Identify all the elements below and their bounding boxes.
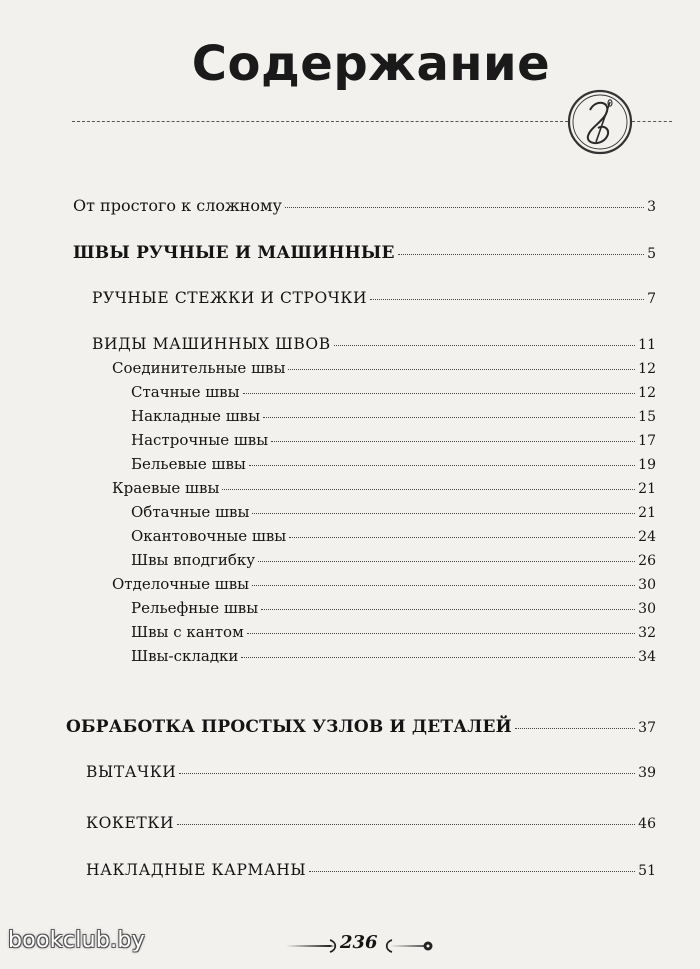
dot-leader	[243, 393, 636, 394]
needle-right-icon	[384, 936, 440, 956]
toc-entry[interactable]	[86, 814, 656, 832]
dot-leader	[309, 871, 635, 872]
dot-leader	[177, 824, 635, 825]
toc-entry-page: 46	[638, 816, 656, 832]
toc-entry[interactable]	[131, 431, 656, 449]
toc-entry-label: Окантовочные швы	[131, 527, 287, 545]
toc-entry-label: Стачные швы	[131, 383, 240, 401]
toc-entry-label: От простого к сложному	[73, 196, 282, 215]
toc-entry-page: 34	[638, 649, 656, 665]
dot-leader	[249, 465, 635, 466]
dashed-rule-left	[72, 121, 568, 122]
toc-entry[interactable]	[112, 575, 656, 593]
toc-entry-page: 21	[638, 481, 656, 497]
toc-entry-page: 5	[647, 246, 656, 262]
toc-entry[interactable]	[92, 335, 656, 353]
toc-entry[interactable]	[131, 647, 656, 665]
dot-leader	[252, 585, 635, 586]
dot-leader	[370, 299, 644, 300]
toc-entry[interactable]	[131, 503, 656, 521]
toc-entry-label: Настрочные швы	[131, 431, 269, 449]
dot-leader	[515, 728, 635, 729]
toc-entry-page: 12	[638, 385, 656, 401]
toc-entry-page: 30	[638, 601, 656, 617]
toc-entry-label: ВИДЫ МАШИННЫХ ШВОВ	[92, 335, 331, 353]
toc-entry-page: 15	[638, 409, 656, 425]
toc-entry-page: 19	[638, 457, 656, 473]
toc-entry[interactable]	[112, 479, 656, 497]
toc-entry[interactable]	[92, 289, 656, 307]
toc-entry-label: Краевые швы	[112, 479, 220, 497]
toc-entry[interactable]	[86, 763, 656, 781]
dot-leader	[247, 633, 635, 634]
toc-entry-label: Рельефные швы	[131, 599, 259, 617]
toc-entry-page: 32	[638, 625, 656, 641]
dot-leader	[398, 254, 644, 255]
dot-leader	[179, 773, 635, 774]
dot-leader	[334, 345, 635, 346]
toc-entry-page: 24	[638, 529, 656, 545]
toc-entry[interactable]	[131, 599, 656, 617]
site-watermark: bookclub.by	[8, 928, 146, 953]
toc-entry-label: Швы-складки	[131, 647, 239, 665]
dot-leader	[241, 657, 635, 658]
dot-leader	[258, 561, 635, 562]
dot-leader	[288, 369, 635, 370]
toc-entry-page: 21	[638, 505, 656, 521]
toc-entry-page: 12	[638, 361, 656, 377]
dot-leader	[222, 489, 635, 490]
toc-entry-label: Отделочные швы	[112, 575, 250, 593]
needle-left-icon	[284, 936, 338, 956]
toc-entry-label: Соединительные швы	[112, 359, 286, 377]
toc-entry[interactable]	[73, 243, 656, 263]
page-number: 236	[340, 932, 378, 953]
dot-leader	[289, 537, 635, 538]
toc-entry-label: РУЧНЫЕ СТЕЖКИ И СТРОЧКИ	[92, 289, 368, 307]
toc-entry-label: НАКЛАДНЫЕ КАРМАНЫ	[86, 861, 307, 879]
toc-entry[interactable]	[86, 861, 656, 879]
toc-entry[interactable]	[73, 196, 656, 215]
toc-entry-page: 11	[638, 337, 656, 353]
toc-entry-page: 39	[638, 765, 656, 781]
needle-thread-ornament-icon	[566, 88, 634, 156]
toc-entry-page: 17	[638, 433, 656, 449]
dashed-rule-right	[632, 121, 672, 122]
toc-entry-label: ОБРАБОТКА ПРОСТЫХ УЗЛОВ И ДЕТАЛЕЙ	[66, 717, 512, 737]
toc-entry-page: 30	[638, 577, 656, 593]
toc-entry-label: ВЫТАЧКИ	[86, 763, 177, 781]
toc-entry-label: Швы вподгибку	[131, 551, 256, 569]
toc-entry[interactable]	[131, 527, 656, 545]
toc-entry[interactable]	[131, 407, 656, 425]
dot-leader	[252, 513, 635, 514]
toc-entry-label: КОКЕТКИ	[86, 814, 175, 832]
toc-entry-page: 3	[647, 199, 656, 215]
toc-entry[interactable]	[131, 455, 656, 473]
dot-leader	[261, 609, 635, 610]
toc-entry[interactable]	[131, 623, 656, 641]
toc-entry[interactable]	[66, 717, 656, 737]
toc-entry-page: 7	[647, 291, 656, 307]
dot-leader	[285, 207, 644, 208]
toc-entry-page: 37	[638, 720, 656, 736]
toc-entry-label: Накладные швы	[131, 407, 261, 425]
toc-entry[interactable]	[112, 359, 656, 377]
toc-entry[interactable]	[131, 551, 656, 569]
toc-entry-label: ШВЫ РУЧНЫЕ И МАШИННЫЕ	[73, 243, 395, 263]
dot-leader	[271, 441, 635, 442]
dot-leader	[263, 417, 635, 418]
toc-entry-label: Бельевые швы	[131, 455, 246, 473]
toc-entry-page: 26	[638, 553, 656, 569]
toc-entry-label: Швы с кантом	[131, 623, 244, 641]
toc-entry[interactable]	[131, 383, 656, 401]
page-title: Содержание	[191, 36, 551, 92]
toc-entry-label: Обтачные швы	[131, 503, 250, 521]
toc-entry-page: 51	[638, 863, 656, 879]
